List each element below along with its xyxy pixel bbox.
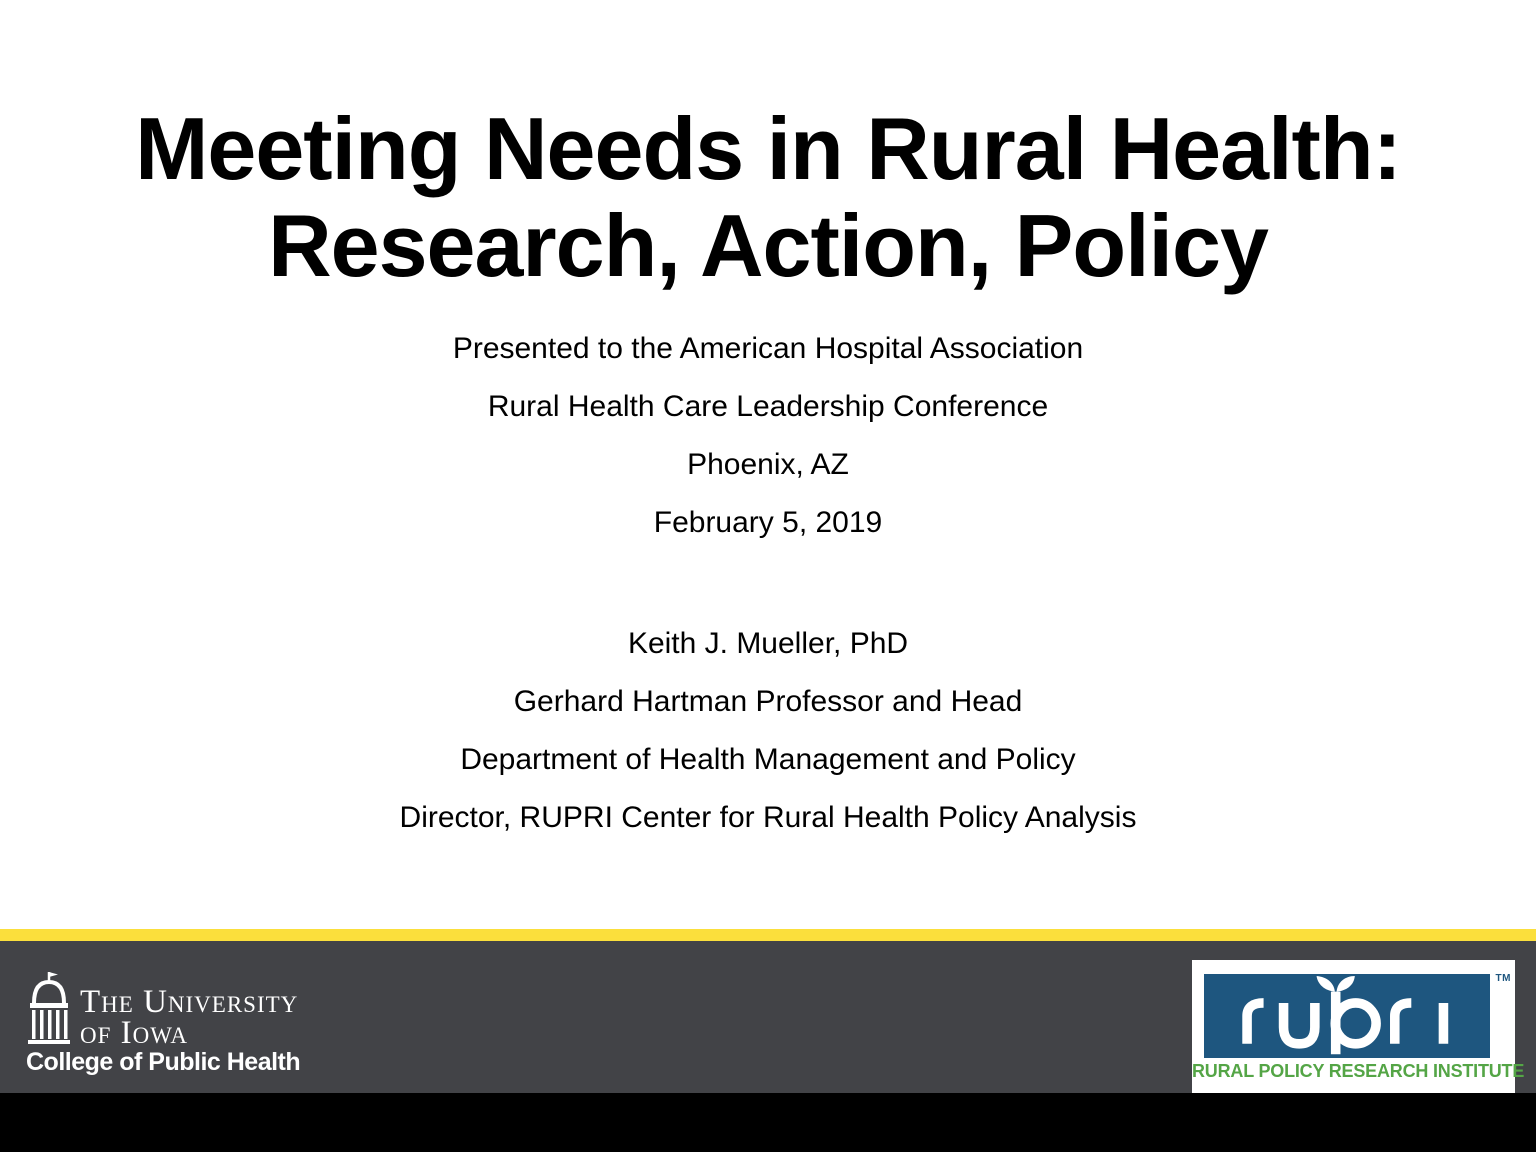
subtitle-line: Rural Health Care Leadership Conference	[487, 390, 1049, 423]
old-capitol-dome-icon	[26, 969, 72, 1047]
speaker-title-line: Director, RUPRI Center for Rural Health Policy Analysis	[399, 801, 1137, 834]
rupri-wordmark-panel	[1204, 974, 1490, 1058]
subtitle-block	[0, 320, 1536, 552]
subtitle-line: February 5, 2019	[653, 506, 883, 539]
slide-title-line1: Meeting Needs in Rural Health:	[135, 99, 1401, 198]
speaker-title-line: Gerhard Hartman Professor and Head	[513, 685, 1023, 718]
slide-title	[0, 100, 1536, 294]
footer-bar	[0, 941, 1536, 1093]
speaker-name: Keith J. Mueller, PhD	[627, 627, 909, 660]
university-name-line1: The University	[80, 984, 299, 1020]
trademark-symbol: TM	[1495, 973, 1511, 984]
rupri-logo	[1192, 960, 1525, 1094]
university-name-line2: of Iowa	[80, 1015, 189, 1051]
rupri-wordmark	[1221, 976, 1473, 1056]
university-of-iowa-logo	[0, 941, 420, 1093]
bottom-black-bar	[0, 1093, 1536, 1152]
speaker-block	[0, 615, 1536, 847]
subtitle-line: Presented to the American Hospital Association	[452, 332, 1084, 365]
accent-stripe	[0, 929, 1536, 941]
college-name: College of Public Health	[26, 1048, 301, 1076]
subtitle-line: Phoenix, AZ	[687, 448, 849, 481]
university-name	[80, 984, 299, 1051]
speaker-title-line: Department of Health Management and Policy	[460, 743, 1076, 776]
slide-title-line2: Research, Action, Policy	[268, 196, 1268, 295]
rupri-tagline: RURAL POLICY RESEARCH INSTITUTE	[1192, 1061, 1525, 1081]
